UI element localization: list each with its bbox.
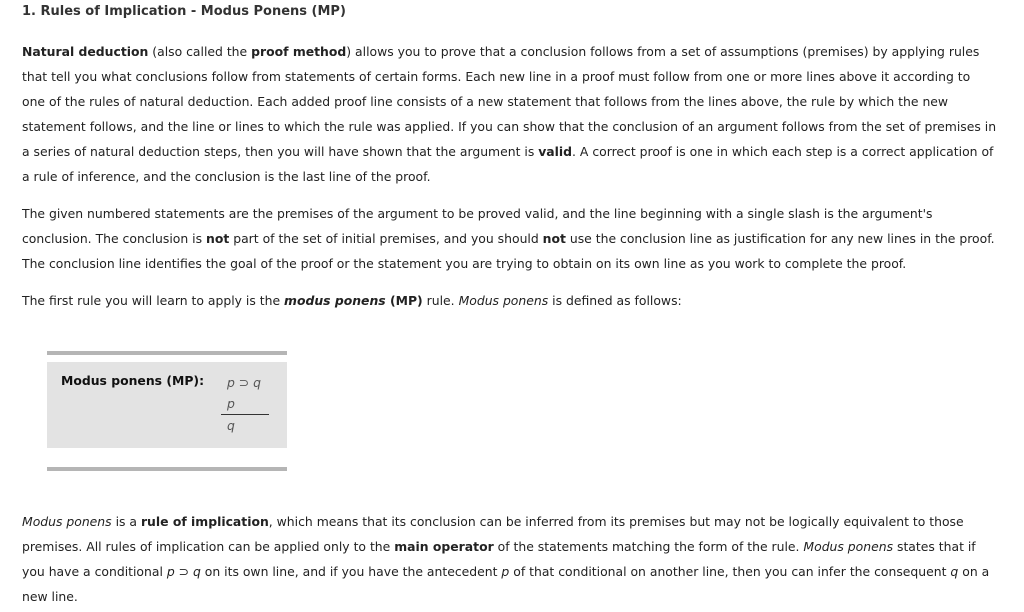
term-modus-ponens-italic: Modus ponens bbox=[803, 539, 894, 554]
term-main-operator: main operator bbox=[394, 539, 494, 554]
emphasis-not: not bbox=[542, 231, 566, 246]
text: on a new line. bbox=[22, 564, 990, 604]
paragraph-first-rule bbox=[22, 288, 997, 313]
term-modus-ponens: modus ponens bbox=[284, 293, 386, 308]
text: ) allows you to prove that a conclusion follows from a set of assumptions (premises) by applying rules that tell you what conclusions follow from statements of certain forms. Each new line in a proof must follow from one or more lines above it according to one of the rules of natural deduction. Each added proof line consists of a new statement that follows from the lines above, the rule by which the new statement follows, and the line or lines to which the rule was applied. If you can show that the conclusion of an argument follows from the set of premises in a series of natural deduction steps, then you will have shown that the argument is bbox=[22, 44, 997, 159]
term-modus-ponens-italic: Modus ponens bbox=[22, 514, 112, 529]
text: , which means that its conclusion can be inferred from its premises but may not be logically equivalent to those premises. All rules of implication can be applied only to the bbox=[22, 514, 964, 554]
premise-2: p bbox=[221, 393, 269, 415]
rule-conclusion: q bbox=[227, 418, 235, 433]
text: on its own line, and if you have the antecedent bbox=[200, 564, 502, 579]
text: states that if you have a conditional bbox=[22, 539, 976, 579]
text: part of the set of initial premises, and you should bbox=[229, 231, 543, 246]
term-modus-ponens-italic: Modus ponens bbox=[458, 293, 549, 308]
divider-top bbox=[47, 351, 287, 355]
text: The given numbered statements are the premises of the argument to be proved valid, and the line beginning with a single slash is the argument's conclusion. The conclusion is bbox=[22, 206, 933, 246]
text: is a bbox=[111, 514, 141, 529]
term-valid: valid bbox=[538, 144, 573, 159]
rule-label: Modus ponens (MP): bbox=[61, 373, 205, 388]
rule-box bbox=[47, 362, 287, 448]
formula-consequent: q bbox=[950, 564, 959, 579]
premise-1: p ⊃ q bbox=[227, 375, 261, 390]
paragraph-natural-deduction bbox=[22, 39, 997, 189]
formula-antecedent: p bbox=[501, 564, 510, 579]
text: of that conditional on another line, then you can infer the consequent bbox=[509, 564, 951, 579]
paragraph-rule-of-implication bbox=[22, 509, 997, 609]
text: (also called the bbox=[148, 44, 252, 59]
text: The first rule you will learn to apply is the bbox=[22, 293, 285, 308]
rule-definition-panel bbox=[47, 351, 287, 471]
page-title: 1. Rules of Implication - Modus Ponens (MP) bbox=[22, 4, 346, 19]
text: use the conclusion line as justification for any new lines in the proof. The conclusion line identifies the goal of the proof or the statement you are trying to obtain on its own line as you work to complete the proof. bbox=[22, 231, 995, 271]
rule-formula bbox=[221, 372, 269, 436]
paragraph-premises-conclusion bbox=[22, 201, 997, 276]
emphasis-not: not bbox=[206, 231, 230, 246]
term-rule-of-implication: rule of implication bbox=[140, 514, 269, 529]
text: . A correct proof is one in which each step is a correct application of a rule of inference, and the conclusion is the last line of the proof. bbox=[22, 144, 994, 184]
divider-bottom bbox=[47, 467, 287, 471]
term-proof-method: proof method bbox=[251, 44, 347, 59]
text: of the statements matching the form of the rule. bbox=[493, 539, 804, 554]
formula-conditional: p ⊃ q bbox=[166, 564, 201, 579]
term-mp: (MP) bbox=[385, 293, 423, 308]
text: is defined as follows: bbox=[548, 293, 682, 308]
term-natural-deduction: Natural deduction bbox=[22, 44, 149, 59]
text: rule. bbox=[422, 293, 459, 308]
